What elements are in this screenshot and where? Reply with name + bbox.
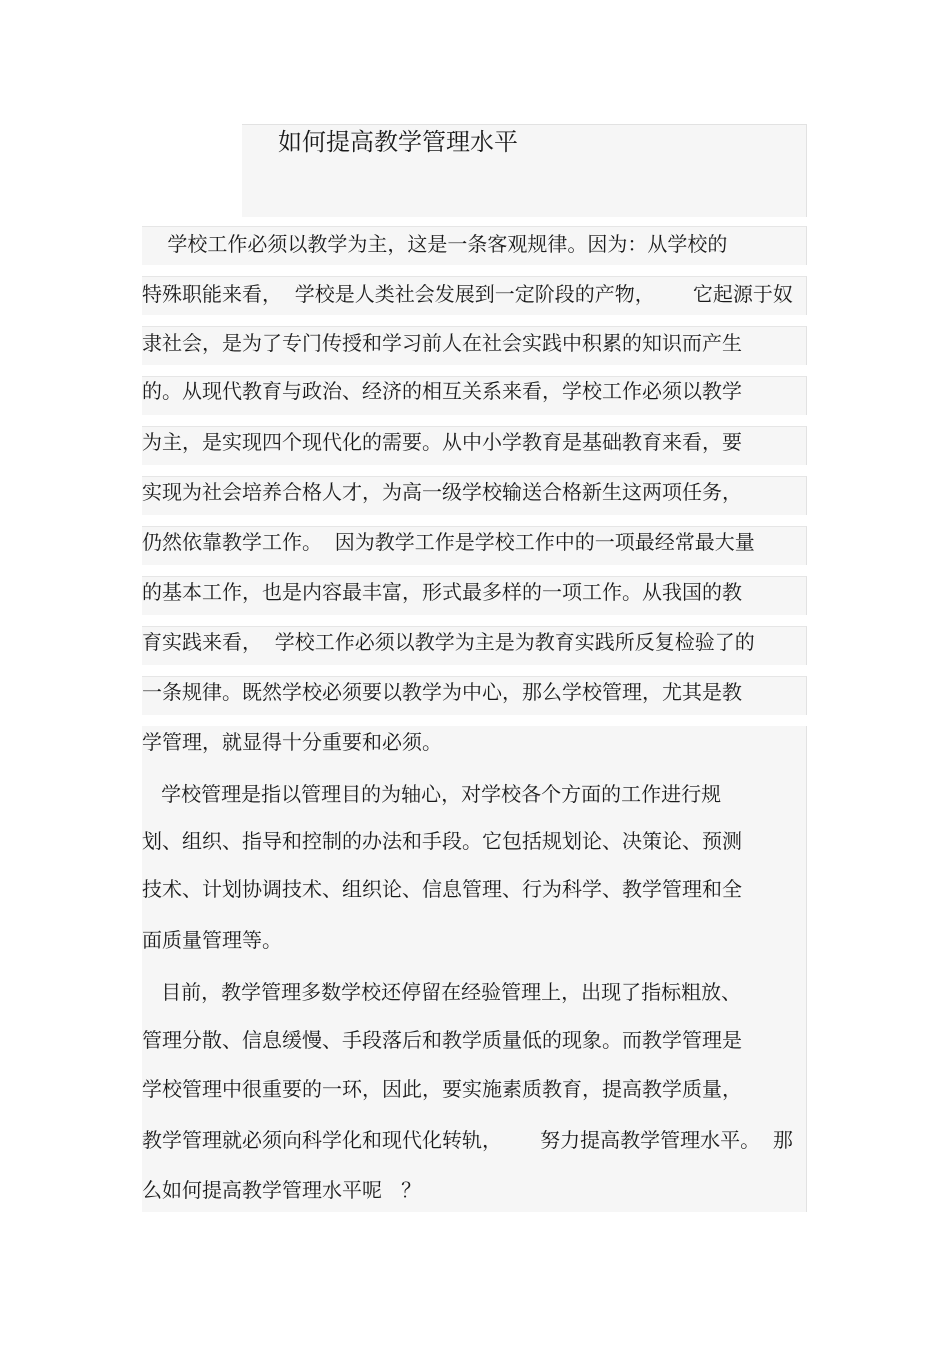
paragraph-2-line-1: 学校管理是指以管理目的为轴心，对学校各个方面的工作进行规 bbox=[142, 782, 722, 806]
paragraph-1-line-3: 隶社会，是为了专门传授和学习前人在社会实践中积累的知识而产生 bbox=[142, 331, 742, 355]
paragraph-3-line-4: 教学管理就必须向科学化和现代化转轨， 努力提高教学管理水平。 那 bbox=[142, 1128, 793, 1152]
paragraph-1-line-8: 的基本工作，也是内容最丰富，形式最多样的一项工作。从我国的教 bbox=[142, 580, 742, 604]
paragraph-1-line-2: 特殊职能来看， 学校是人类社会发展到一定阶段的产物， 它起源于奴 bbox=[142, 282, 793, 306]
paragraph-1-line-7: 仍然依靠教学工作。 因为教学工作是学校工作中的一项最经常最大量 bbox=[142, 530, 755, 554]
paragraph-3-line-1: 目前，教学管理多数学校还停留在经验管理上，出现了指标粗放、 bbox=[142, 980, 742, 1004]
paragraph-1-line-11: 学管理，就显得十分重要和必须。 bbox=[142, 730, 442, 754]
paragraph-1-line-4: 的。从现代教育与政治、经济的相互关系来看，学校工作必须以教学 bbox=[142, 379, 742, 403]
document-title: 如何提高教学管理水平 bbox=[278, 128, 518, 156]
paragraph-2-line-2: 划、组织、指导和控制的办法和手段。它包括规划论、决策论、预测 bbox=[142, 829, 742, 853]
paragraph-1-line-1: 学校工作必须以教学为主，这是一条客观规律。因为：从学校的 bbox=[142, 232, 728, 256]
paragraph-1-line-6: 实现为社会培养合格人才，为高一级学校输送合格新生这两项任务， bbox=[142, 480, 742, 504]
paragraph-3-line-3: 学校管理中很重要的一环，因此，要实施素质教育，提高教学质量， bbox=[142, 1077, 742, 1101]
paragraph-1-line-9: 育实践来看， 学校工作必须以教学为主是为教育实践所反复检验了的 bbox=[142, 630, 755, 654]
title-box bbox=[242, 124, 807, 217]
paragraph-3-line-2: 管理分散、信息缓慢、手段落后和教学质量低的现象。而教学管理是 bbox=[142, 1028, 742, 1052]
paragraph-1-line-10: 一条规律。既然学校必须要以教学为中心，那么学校管理，尤其是教 bbox=[142, 680, 742, 704]
paragraph-2-line-3: 技术、计划协调技术、组织论、信息管理、行为科学、教学管理和全 bbox=[142, 877, 742, 901]
paragraph-3-line-5: 么如何提高教学管理水平呢 ？ bbox=[142, 1178, 422, 1202]
paragraph-1-line-5: 为主，是实现四个现代化的需要。从中小学教育是基础教育来看，要 bbox=[142, 430, 742, 454]
paragraph-2-line-4: 面质量管理等。 bbox=[142, 928, 282, 952]
